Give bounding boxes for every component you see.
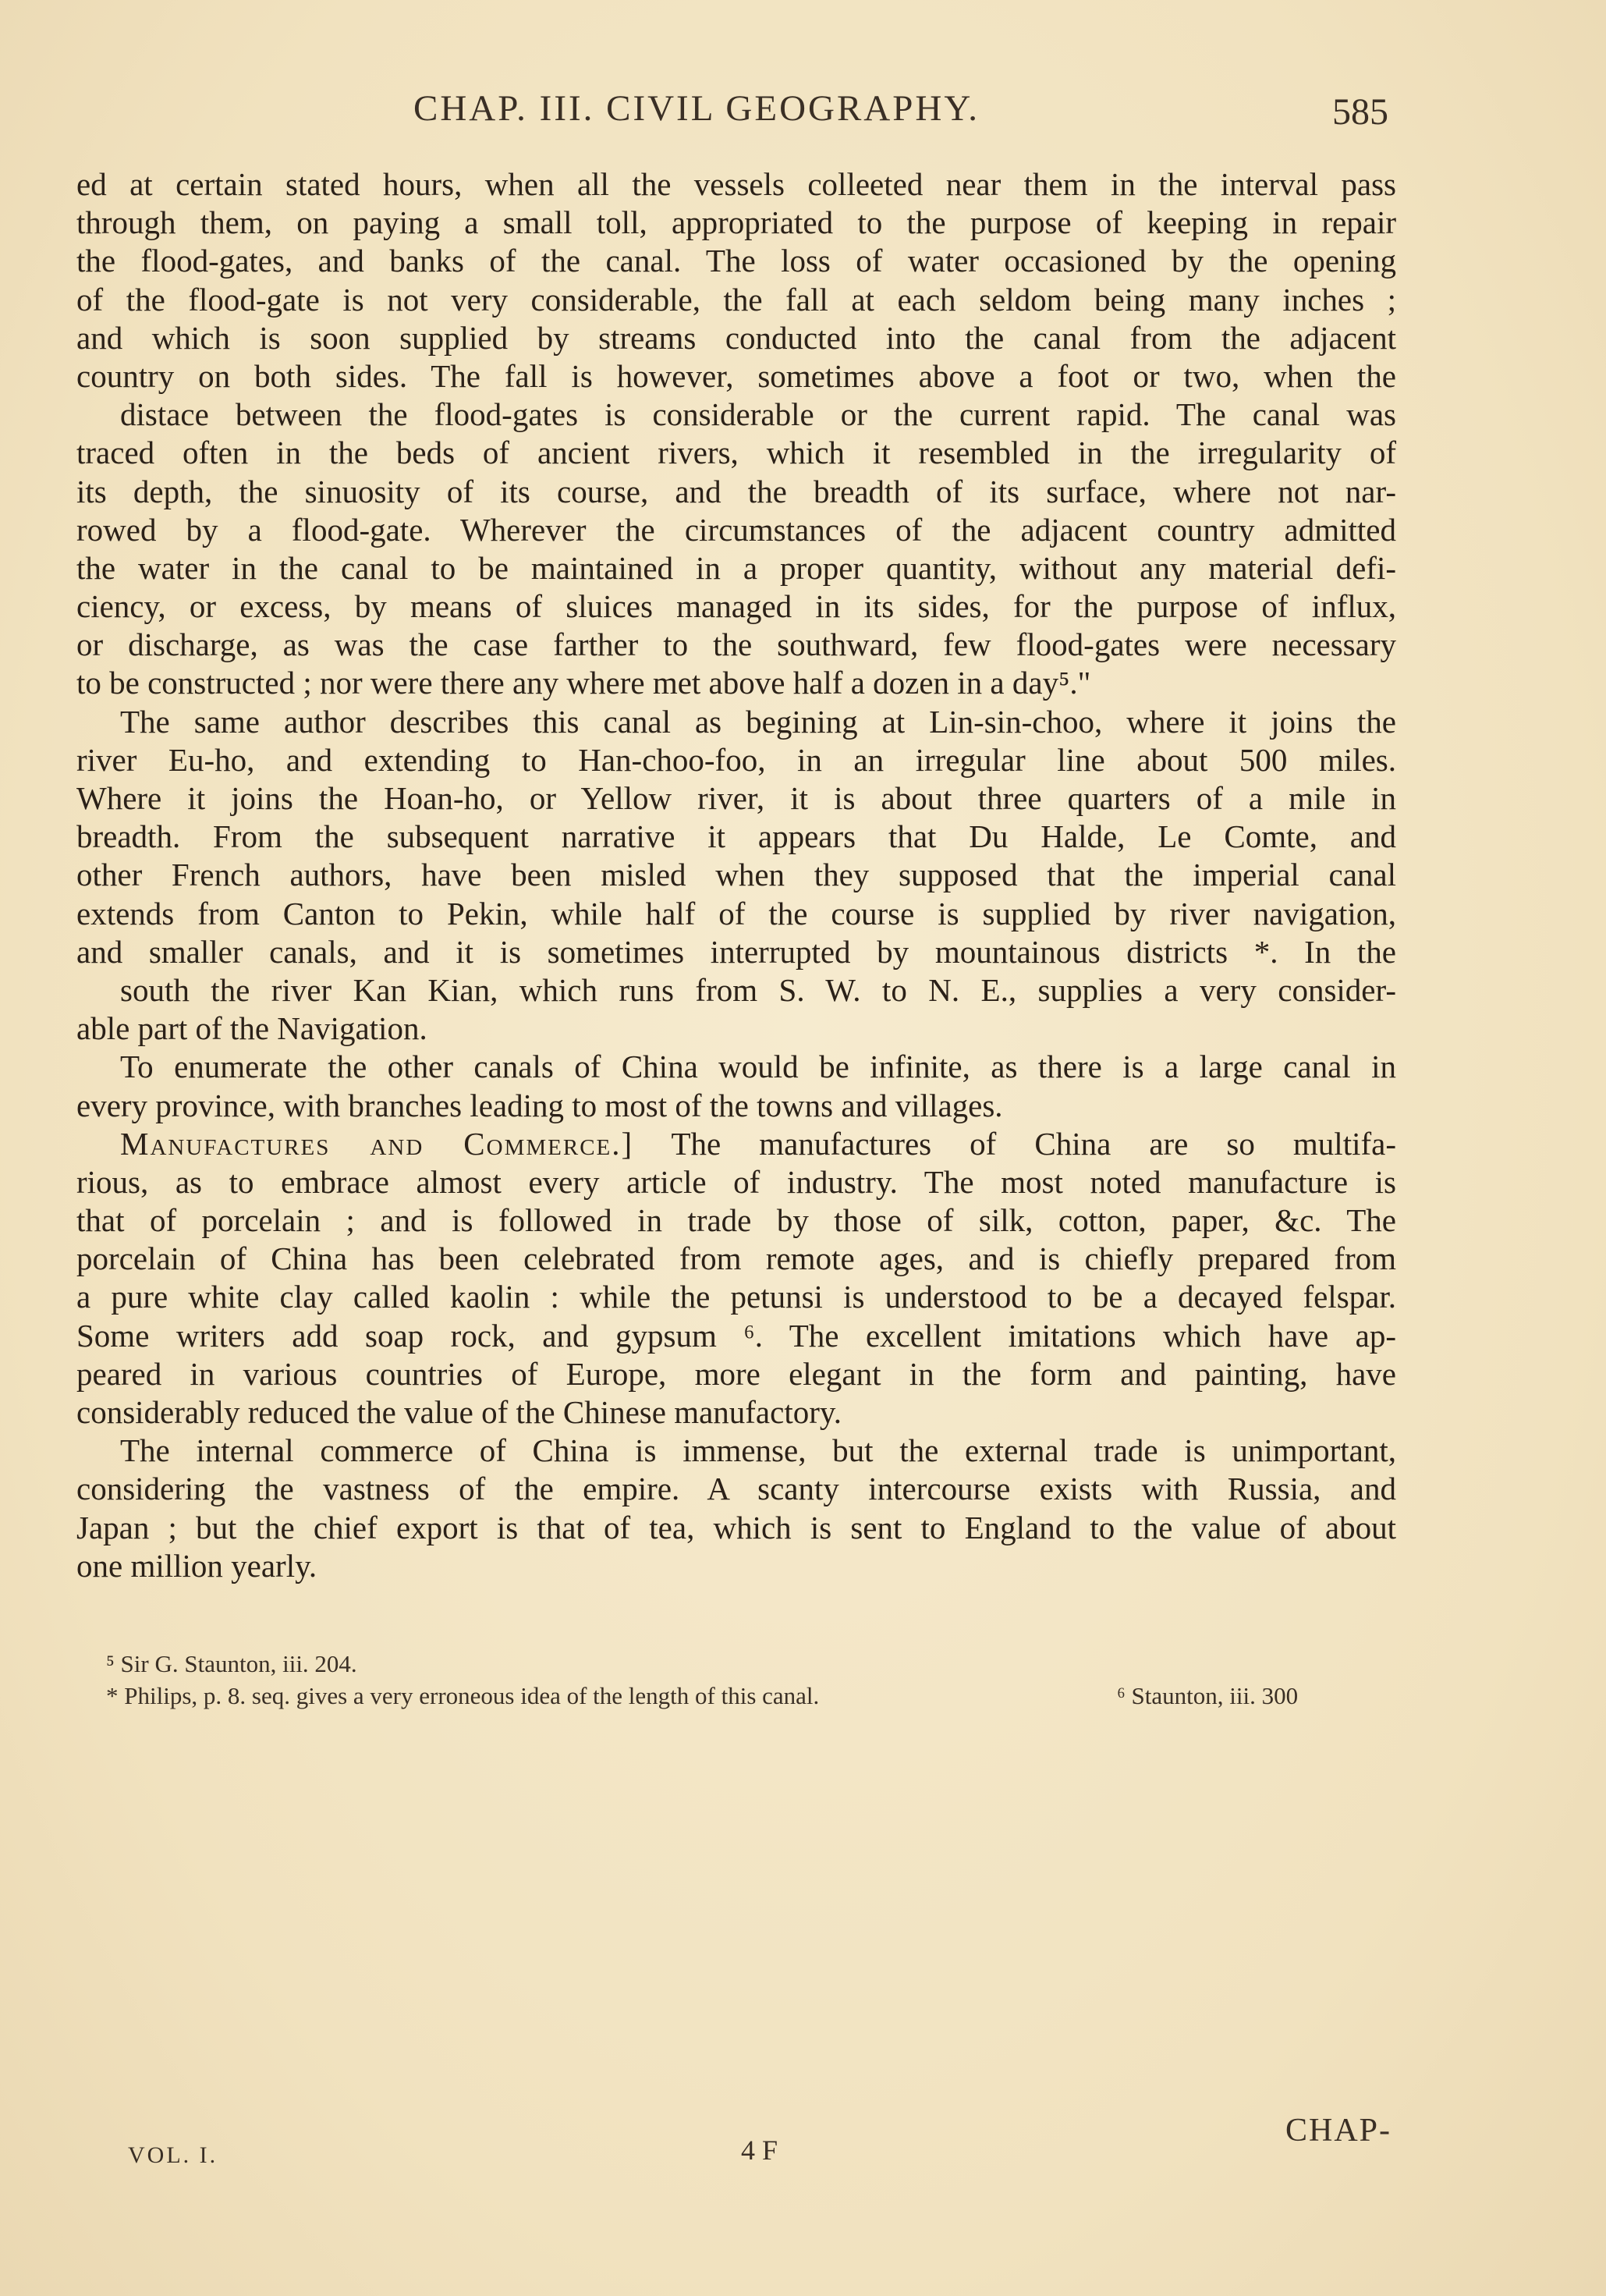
text-line: through them, on paying a small toll, appropriated to the purpose of keeping in repair — [76, 204, 1396, 241]
text-line: The same author describes this canal as begining at Lin-sin-choo, where it joins the — [120, 703, 1396, 740]
text-line: ed at certain stated hours, when all the vessels colleeted near them in the interval pass — [76, 166, 1396, 202]
footnote-star: * Philips, p. 8. seq. gives a very erroneous idea of the length of this canal. — [106, 1682, 820, 1709]
footnote-5: ⁵ Sir G. Staunton, iii. 204. — [106, 1650, 357, 1677]
footnotes — [106, 1648, 1385, 1712]
text-line: of the flood-gate is not very considerable, the fall at each seldom being many inches ; — [76, 281, 1396, 318]
text-line — [76, 1125, 1396, 1163]
footnote-row — [106, 1680, 1385, 1712]
text-line: Japan ; but the chief export is that of tea, which is sent to England to the value of about — [76, 1509, 1396, 1545]
running-head: CHAP. III. CIVIL GEOGRAPHY. — [413, 88, 980, 129]
text-line: that of porcelain ; and is followed in trade by those of silk, cotton, paper, &c. The — [76, 1202, 1396, 1239]
signature-mark: 4 F — [741, 2135, 778, 2166]
text-line: the water in the canal to be maintained in a proper quantity, without any material defi- — [76, 549, 1396, 586]
catchword: CHAP- — [1285, 2113, 1392, 2149]
text-line: able part of the Navigation. — [76, 1010, 427, 1047]
text-line: To enumerate the other canals of China would be infinite, as there is a large canal in — [120, 1049, 1396, 1085]
text-line: traced often in the beds of ancient rivers, which it resembled in the irregularity of — [76, 435, 1396, 471]
text-line: to be constructed ; nor were there any where met above half a dozen in a day⁵." — [76, 665, 1091, 701]
text-line: breadth. From the subsequent narrative it appears that Du Halde, Le Comte, and — [76, 818, 1396, 855]
text-line: Some writers add soap rock, and gypsum ⁶. The excellent imitations which have ap- — [76, 1317, 1396, 1354]
text-line: one million yearly. — [76, 1547, 317, 1584]
text-line: other French authors, have been misled when they supposed that the imperial canal — [76, 857, 1396, 893]
volume-mark: VOL. I. — [128, 2142, 218, 2168]
text-line: and smaller canals, and it is sometimes interrupted by mountainous districts *. In the — [76, 933, 1396, 970]
text-line: south the river Kan Kian, which runs from S. W. to N. E., supplies a very consider- — [120, 971, 1396, 1008]
text-line: porcelain of China has been celebrated from remote ages, and is chiefly prepared from — [76, 1240, 1396, 1277]
text-line: rowed by a flood-gate. Wherever the circumstances of the adjacent country admitted — [76, 511, 1396, 548]
text-fragment: The manufactures of China are so multifa- — [671, 1125, 1396, 1162]
footnote-6: ⁶ Staunton, iii. 300 — [1117, 1682, 1299, 1709]
text-line: considering the vastness of the empire. A scanty intercourse exists with Russia, and — [76, 1471, 1396, 1507]
text-line: peared in various countries of Europe, more elegant in the form and painting, have — [76, 1355, 1396, 1392]
section-sidenote: Manufactures and Commerce.] — [120, 1125, 634, 1162]
text-line: extends from Canton to Pekin, while half of the course is supplied by river navigation, — [76, 895, 1396, 932]
text-line: and which is soon supplied by streams conducted into the canal from the adjacent — [76, 319, 1396, 356]
text-line: river Eu-ho, and extending to Han-choo-foo, in an irregular line about 500 miles. — [76, 741, 1396, 778]
text-line: country on both sides. The fall is however, sometimes above a foot or two, when the — [76, 357, 1396, 394]
text-line: distace between the flood-gates is considerable or the current rapid. The canal was — [120, 396, 1396, 433]
text-line: The internal commerce of China is immense, but the external trade is unimportant, — [120, 1432, 1396, 1469]
text-line: its depth, the sinuosity of its course, and the breadth of its surface, where not nar- — [76, 473, 1396, 509]
text-line: considerably reduced the value of the Chinese manufactory. — [76, 1394, 842, 1430]
text-line: ciency, or excess, by means of sluices managed in its sides, for the purpose of influx, — [76, 588, 1396, 625]
text-line: Where it joins the Hoan-ho, or Yellow river, it is about three quarters of a mile in — [76, 780, 1396, 816]
text-line: or discharge, as was the case farther to the southward, few flood-gates were necessary — [76, 626, 1396, 663]
text-line: every province, with branches leading to most of the towns and villages. — [76, 1087, 1003, 1123]
text-line: rious, as to embrace almost every article of industry. The most noted manufacture is — [76, 1163, 1396, 1200]
page-number: 585 — [1332, 91, 1388, 133]
body-text — [76, 165, 1396, 1585]
text-line: the flood-gates, and banks of the canal. The loss of water occasioned by the opening — [76, 243, 1396, 279]
text-line: a pure white clay called kaolin : while the petunsi is understood to be a decayed felspar. — [76, 1279, 1396, 1315]
